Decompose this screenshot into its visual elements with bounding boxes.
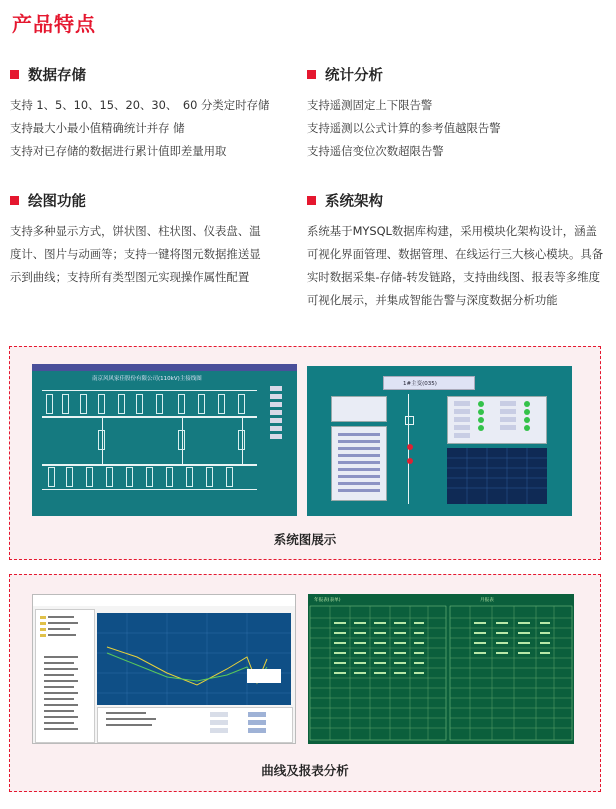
curve-analysis-screenshot [32,594,296,744]
section-drawing [10,190,295,289]
feature-line: 度计、图片与动画等；支持一键将图元数据推送显 [10,247,261,261]
page-title: 产品特点 [12,12,96,36]
feature-line: 支持 1、5、10、15、20、30、 60 分类定时存储 [10,98,270,112]
system-diagram-caption: 系统图展示 [273,532,337,547]
scada-diagram-screenshot [32,364,297,516]
bullet-square-icon [10,196,19,205]
month-report-title: 月报表 [480,598,494,603]
feature-line: 可视化界面管理、数据管理、在线运行三大核心模块。具备 [307,247,604,261]
report-table-screenshot [308,594,574,744]
system-diagram-showcase [9,346,601,560]
feature-line: 可视化展示，并集成智能告警与深度数据分析功能 [307,293,558,307]
report-title: 年报表(表单) [314,598,341,603]
curve-report-caption: 曲线及报表分析 [261,763,349,778]
transformer-monitor-screenshot [307,366,572,516]
feature-line: 系统基于MYSQL数据库构建，采用模块化架构设计，涵盖 [307,224,597,238]
curve-report-showcase [9,574,601,792]
scada-title: 南京风风家佳股份有限公司(110kV)主接线图 [92,376,202,382]
curve-chart [97,613,291,705]
section-stat-analysis [307,64,607,163]
feature-line: 支持多种显示方式，饼状图、柱状图、仪表盘、温 [10,224,261,238]
tree-list [36,610,94,742]
feature-line: 实时数据采集-存储-转发链路，支持曲线图、报表等多维度 [307,270,600,284]
bullet-square-icon [307,70,316,79]
section-title: 绘图功能 [28,193,86,210]
bullet-square-icon [10,70,19,79]
section-data-storage [10,64,310,163]
report-grid [308,594,574,744]
transformer-title: 1#主变(035) [403,381,437,387]
feature-line: 示到曲线；支持所有类型图元实现操作属性配置 [10,270,250,284]
section-architecture [307,190,607,312]
curve-controls [98,708,292,742]
trend-grid [447,448,547,504]
section-title: 统计分析 [325,67,383,84]
feature-line: 支持遥信变位次数超限告警 [307,144,444,158]
section-title: 数据存储 [28,67,86,84]
feature-line: 支持对已存储的数据进行累计值即差量用取 [10,144,227,158]
section-title: 系统架构 [325,193,383,210]
feature-line: 支持遥测固定上下限告警 [307,98,433,112]
feature-line: 支持最大小最小值精确统计并存 储 [10,121,185,135]
bullet-square-icon [307,196,316,205]
feature-line: 支持遥测以公式计算的参考值越限告警 [307,121,501,135]
